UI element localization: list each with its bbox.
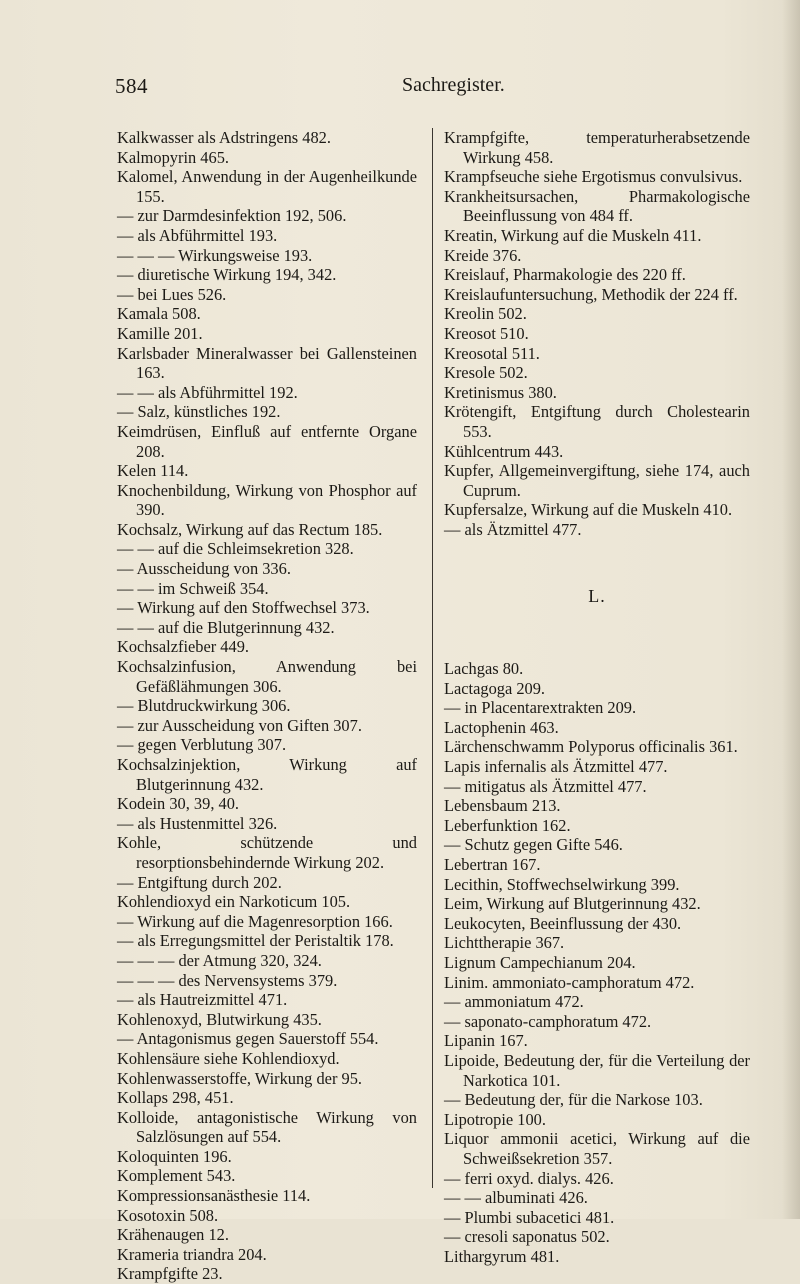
section-letter-heading: L.	[588, 586, 606, 607]
index-entry: Liquor ammonii acetici, Wirkung auf die Schweißsekretion 357.	[444, 1129, 750, 1168]
index-entry: Krameria triandra 204.	[117, 1244, 267, 1264]
index-entry: Lactophenin 463.	[444, 717, 559, 737]
index-entry: — Salz, künstliches 192.	[117, 402, 281, 422]
index-entry: Kreislauf, Pharmakologie des 220 ff.	[444, 265, 686, 285]
index-entry: Lignum Campechianum 204.	[444, 952, 636, 972]
index-entry: — Bedeutung der, für die Narkose 103.	[444, 1090, 703, 1110]
index-entry: — als Ätzmittel 477.	[444, 519, 582, 539]
index-entry: Kohlensäure siehe Kohlendioxyd.	[117, 1048, 340, 1068]
index-entry: Lithargyrum 481.	[444, 1246, 560, 1266]
index-column-right	[444, 128, 750, 1266]
index-entry: Krähenaugen 12.	[117, 1225, 229, 1245]
column-divider	[432, 128, 433, 1188]
index-entry: Kompressionsanästhesie 114.	[117, 1186, 311, 1206]
index-entry: Kreatin, Wirkung auf die Muskeln 411.	[444, 225, 702, 245]
index-entry: Kresole 502.	[444, 363, 528, 383]
index-entry: Kodein 30, 39, 40.	[117, 794, 240, 814]
index-entry: Krankheitsursachen, Pharmakologische Beeinflussung von 484 ff.	[444, 186, 750, 226]
index-entry: Lactagoga 209.	[444, 678, 546, 698]
index-entry: Kreolin 502.	[444, 304, 527, 324]
index-entry: Lecithin, Stoffwechselwirkung 399.	[444, 874, 680, 894]
index-entry: Kretinismus 380.	[444, 382, 557, 402]
index-entry: — saponato-camphoratum 472.	[444, 1011, 652, 1031]
index-entry: — Blutdruckwirkung 306.	[117, 696, 291, 716]
index-entry: Krampfgifte, temperaturherabsetzende Wirkung 458.	[444, 128, 750, 167]
index-entry: Kohlenwasserstoffe, Wirkung der 95.	[117, 1068, 362, 1088]
index-entry: Kamala 508.	[117, 304, 201, 324]
running-title: Sachregister.	[402, 74, 505, 96]
index-entry: Kochsalzinjektion, Wirkung auf Blutgerinnung 432.	[117, 755, 417, 794]
index-entry: Kohle, schützende und resorptionsbehindernde Wirkung 202.	[117, 833, 417, 872]
index-entry: — — im Schweiß 354.	[117, 578, 269, 598]
index-entry: — cresoli saponatus 502.	[444, 1227, 610, 1247]
index-entry: — als Abführmittel 193.	[117, 225, 278, 245]
index-entry: Kohlenoxyd, Blutwirkung 435.	[117, 1009, 322, 1029]
index-entry: Lapis infernalis als Ätzmittel 477.	[444, 757, 668, 777]
index-entry: — Entgiftung durch 202.	[117, 872, 282, 892]
index-entry: — als Erregungsmittel der Peristaltik 178.	[117, 931, 394, 951]
index-entry: Lärchenschwamm Polyporus officinalis 361.	[444, 737, 738, 757]
index-entry: Kreide 376.	[444, 245, 522, 265]
index-entry: Lebertran 167.	[444, 855, 541, 874]
index-entry: — in Placentarextrakten 209.	[444, 698, 637, 718]
index-entry: Kalmopyrin 465.	[117, 147, 229, 167]
index-entry: — — — Wirkungsweise 193.	[117, 245, 313, 265]
index-entry: Lichttherapie 367.	[444, 933, 565, 953]
index-entry: Keimdrüsen, Einfluß auf entfernte Organe 208.	[117, 421, 417, 461]
index-entry: — bei Lues 526.	[117, 284, 227, 304]
index-entries-l	[444, 659, 750, 1266]
index-entry: Kupfer, Allgemeinvergiftung, siehe 174, auch Cuprum.	[444, 461, 750, 500]
page-edge-shadow	[782, 0, 800, 1219]
index-entry: Kochsalzfieber 449.	[117, 637, 249, 657]
index-entry: Kohlendioxyd ein Narkoticum 105.	[117, 892, 351, 912]
index-entry: Kreosotal 511.	[444, 343, 540, 363]
index-entry: — Ausscheidung von 336.	[117, 559, 291, 579]
index-entry: — — — der Atmung 320, 324.	[117, 950, 322, 970]
index-entry: Knochenbildung, Wirkung von Phosphor auf 390.	[117, 480, 417, 520]
index-entry: — mitigatus als Ätzmittel 477.	[444, 776, 647, 796]
index-entry: Lebensbaum 213.	[444, 796, 561, 816]
index-entry: Lipotropie 100.	[444, 1109, 546, 1129]
index-entry: Kolloide, antagonistische Wirkung von Salzlösungen auf 554.	[117, 1107, 417, 1147]
index-entry: Komplement 543.	[117, 1166, 236, 1186]
index-entry: Kochsalz, Wirkung auf das Rectum 185.	[117, 519, 383, 539]
index-column-left	[117, 128, 417, 1284]
index-entry: Leberfunktion 162.	[444, 815, 571, 835]
index-entry: Krampfseuche siehe Ergotismus convulsivus.	[444, 167, 743, 187]
index-entry: Kupfersalze, Wirkung auf die Muskeln 410.	[444, 500, 733, 520]
index-entry: — — — des Nervensystems 379.	[117, 970, 338, 990]
index-entry: Lachgas 80.	[444, 659, 524, 679]
index-entry: Kalkwasser als Adstringens 482.	[117, 128, 331, 147]
index-entry: — gegen Verblutung 307.	[117, 735, 287, 755]
index-entry: Leukocyten, Beeinflussung der 430.	[444, 913, 682, 933]
page-number: 584	[115, 74, 148, 98]
index-entry: Lipanin 167.	[444, 1031, 528, 1051]
index-entry: — Wirkung auf den Stoffwechsel 373.	[117, 598, 370, 618]
index-entry: — diuretische Wirkung 194, 342.	[117, 265, 337, 285]
index-entry: — Antagonismus gegen Sauerstoff 554.	[117, 1029, 379, 1049]
index-entry: — Schutz gegen Gifte 546.	[444, 835, 623, 855]
index-entry: — ferri oxyd. dialys. 426.	[444, 1168, 614, 1188]
index-entry: — als Hustenmittel 326.	[117, 813, 278, 833]
index-entry: Kochsalzinfusion, Anwendung bei Gefäßlähmungen 306.	[117, 657, 417, 696]
index-entry: Kollaps 298, 451.	[117, 1088, 234, 1108]
index-entry: — zur Ausscheidung von Giften 307.	[117, 715, 362, 735]
index-entry: — zur Darmdesinfektion 192, 506.	[117, 206, 347, 226]
index-entry: Kreislaufuntersuchung, Methodik der 224 ff.	[444, 284, 738, 304]
index-entry: — ammoniatum 472.	[444, 992, 584, 1012]
index-entry: Kalomel, Anwendung in der Augenheilkunde 155.	[117, 167, 417, 206]
index-entry: Krötengift, Entgiftung durch Cholestearin 553.	[444, 402, 750, 441]
index-entry: — — als Abführmittel 192.	[117, 382, 298, 402]
index-entry: Kreosot 510.	[444, 323, 529, 343]
index-entry: — Plumbi subacetici 481.	[444, 1207, 615, 1227]
index-entry: Koloquinten 196.	[117, 1146, 232, 1166]
index-entry: Kühlcentrum 443.	[444, 441, 564, 461]
index-entry: Karlsbader Mineralwasser bei Gallensteinen 163.	[117, 343, 417, 383]
index-entry: — — albuminati 426.	[444, 1188, 588, 1208]
index-entry: — — auf die Blutgerinnung 432.	[117, 617, 335, 637]
index-entry: — Wirkung auf die Magenresorption 166.	[117, 911, 393, 931]
index-entry: Lipoide, Bedeutung der, für die Verteilung der Narkotica 101.	[444, 1050, 750, 1090]
index-entry: — als Hautreizmittel 471.	[117, 990, 288, 1010]
index-entry: Kamille 201.	[117, 323, 203, 343]
page-header	[0, 74, 800, 104]
index-entries-k	[444, 128, 750, 539]
index-entry: Krampfgifte 23.	[117, 1264, 223, 1284]
index-entry: Kelen 114.	[117, 461, 189, 481]
index-entry: — — auf die Schleimsekretion 328.	[117, 539, 354, 559]
index-entry: Leim, Wirkung auf Blutgerinnung 432.	[444, 894, 701, 914]
index-entry: Linim. ammoniato-camphoratum 472.	[444, 972, 695, 992]
index-entry: Kosotoxin 508.	[117, 1205, 219, 1225]
